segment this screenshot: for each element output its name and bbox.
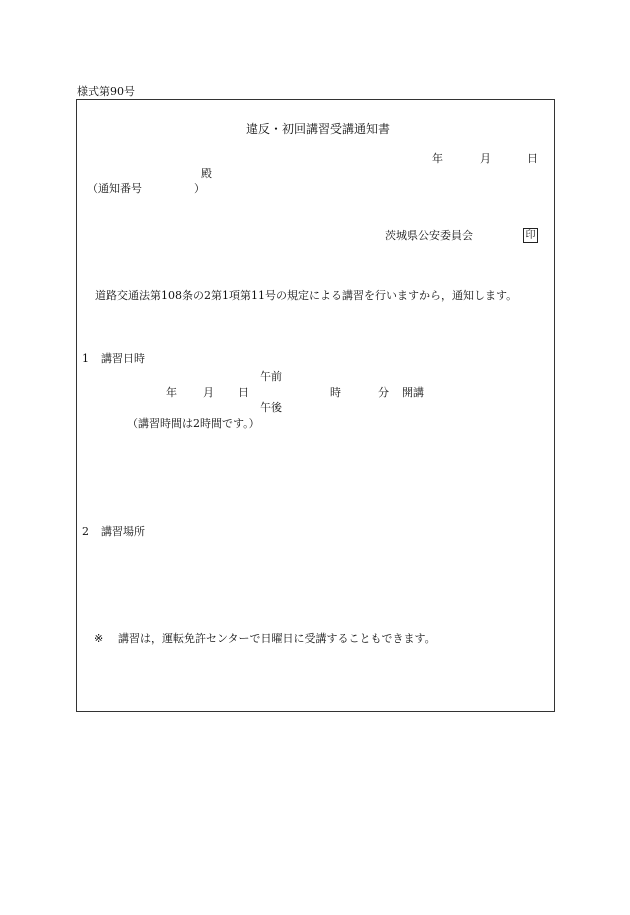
note-mark: ※ (94, 632, 104, 645)
date-month-label: 月 (480, 152, 491, 165)
duration-note: （講習時間は2時間です。） (127, 417, 260, 430)
document-title: 違反・初回講習受講通知書 (246, 122, 391, 136)
schedule-hour-label: 時 (330, 386, 341, 399)
schedule-start-label: 開講 (402, 386, 424, 399)
pm-label: 午後 (260, 401, 282, 414)
note-text: 講習は，運転免許センターで日曜日に受講することもできます。 (118, 632, 436, 645)
date-day-label: 日 (527, 152, 538, 165)
am-label: 午前 (260, 370, 282, 383)
section1-number: 1 (82, 352, 89, 365)
body-text: 道路交通法第108条の2第1項第11号の規定による講習を行いますから，通知します。 (95, 289, 518, 302)
schedule-minute-label: 分 (378, 386, 389, 399)
schedule-month-label: 月 (203, 386, 214, 399)
date-year-label: 年 (432, 152, 443, 165)
schedule-year-label: 年 (166, 386, 177, 399)
notice-number-open: （通知番号 (87, 182, 142, 195)
seal-stamp: 印 (523, 228, 538, 243)
addressee-suffix: 殿 (201, 167, 212, 180)
schedule-day-label: 日 (238, 386, 249, 399)
form-number: 様式第90号 (77, 85, 135, 98)
notice-frame (76, 99, 555, 712)
issuer-name: 茨城県公安委員会 (385, 229, 473, 242)
section1-heading: 講習日時 (101, 352, 145, 365)
section2-number: 2 (82, 525, 89, 538)
section2-heading: 講習場所 (101, 525, 145, 538)
notice-number-close: ） (194, 182, 205, 195)
